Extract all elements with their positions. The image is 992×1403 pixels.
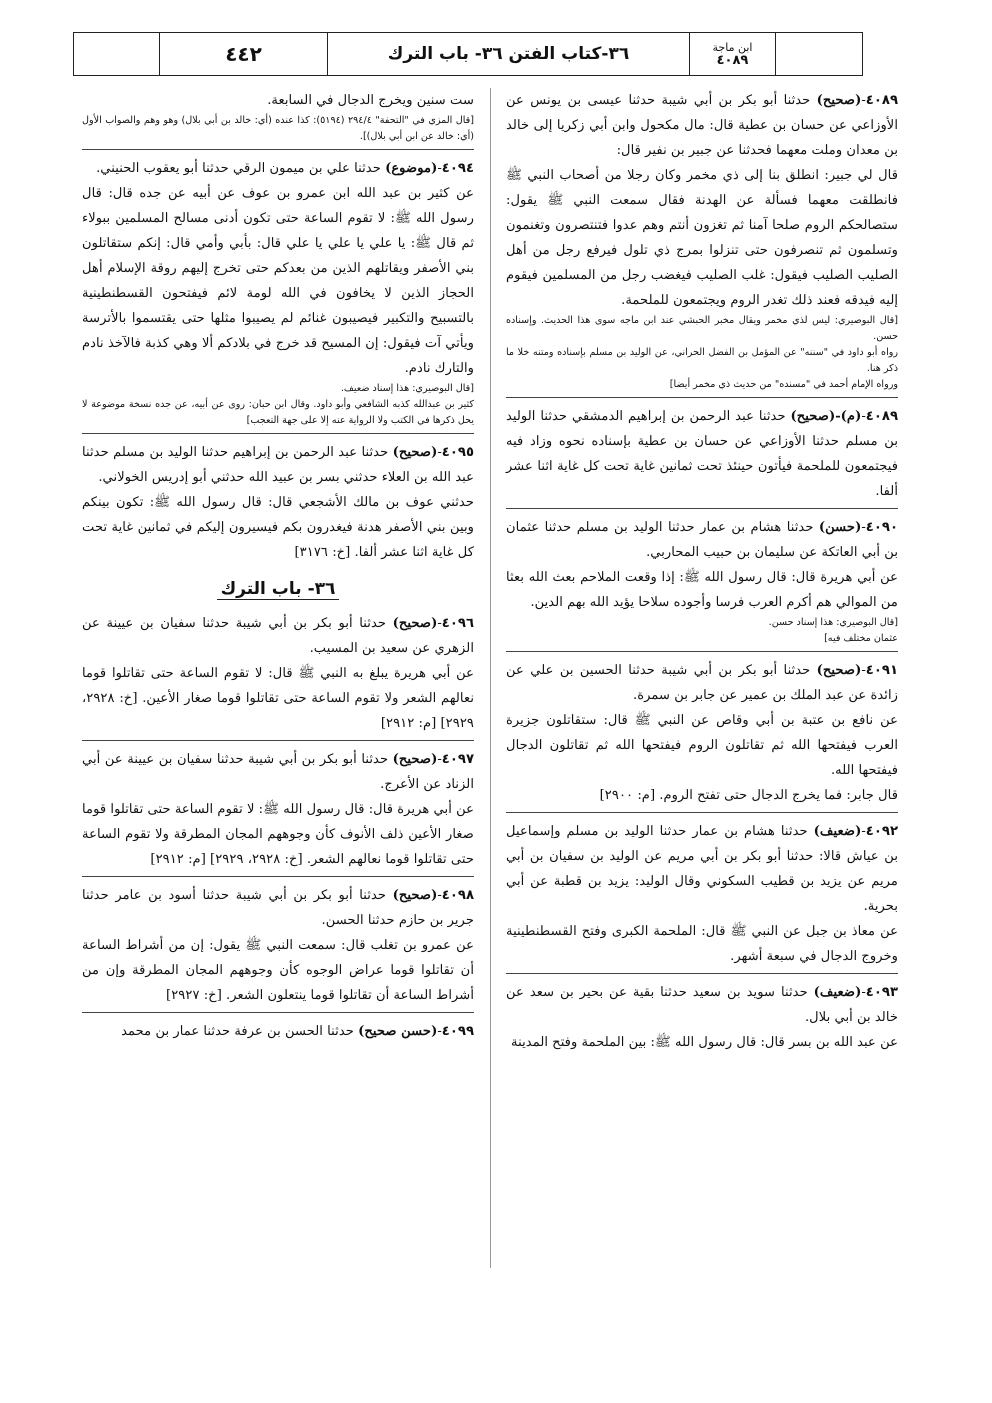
hadith-chain: حدثنا أبو بكر بن أبي شيبة حدثنا سفيان بن عيينة عن الزهري عن سعيد بن المسيب. xyxy=(82,616,474,656)
section-divider xyxy=(82,433,474,434)
footnote: [قال المزي في "التحفة" ٢٩٤/٤ (٥١٩٤): كذا عنده (أي: خالد بن أبي بلال) وهو وهم والصواب الأول (أي: خالد عن ابن أبي بلال)]. xyxy=(82,115,474,142)
hadith-text: حدثني عوف بن مالك الأشجعي قال: قال رسول الله ﷺ: تكون بينكم وبين بني الأصفر هدنة فيغدرون بكم فيسيرون إليكم في ثمانين غاية تحت كل غاية اثنا عشر ألفا. [خ: ٣١٧٦] xyxy=(82,495,474,560)
hadith-number: ٤٠٨٩ xyxy=(865,93,898,108)
hadith-text: عن عبد الله بن بسر قال: قال رسول الله ﷺ: بين الملحمة وفتح المدينة xyxy=(511,1035,898,1050)
right-column xyxy=(506,88,898,1055)
footnote: [قال البوصيري: هذا إسناد حسن. xyxy=(768,617,898,628)
hadith-number: ٤٠٩٩ xyxy=(441,1024,474,1039)
hadith-chain: حدثنا هشام بن عمار حدثنا الوليد بن مسلم حدثنا عثمان بن أبي العاتكة عن سليمان بن حبيب المحاربي. xyxy=(506,520,898,560)
section-divider xyxy=(506,973,898,974)
hadith-entry: ٤٠٩٩-(حسن صحيح) حدثنا الحسن بن عرفة حدثنا عمار بن محمد xyxy=(121,1024,474,1039)
hadith-number: ٤٠٩٧ xyxy=(441,752,474,767)
footnote: كثير بن عبدالله كذبه الشافعي وأبو داود. وقال ابن حبان: روى عن أبيه، عن جده نسخة موضوعة لا يحل ذكرها في الكتب ولا الرواية عنه إلا على جهة التعجب] xyxy=(82,399,474,426)
header-blank-cell xyxy=(74,33,160,75)
hadith-entry: ٤٠٨٩-(صحيح) حدثنا أبو بكر بن أبي شيبة حدثنا عيسى بن يونس عن الأوزاعي عن حسان بن عطية قال: مال مكحول وابن أبي زكريا إلى خالد بن معدان وملت معهما فحدثنا عن جبير بن نفير قال: xyxy=(506,93,898,158)
hadith-grade: (صحيح) xyxy=(392,616,438,631)
hadith-number: ٤٠٩١ xyxy=(865,663,898,678)
header-reference xyxy=(690,33,776,75)
section-divider xyxy=(82,740,474,741)
hadith-number: ٤٠٩٤ xyxy=(441,161,474,176)
page-number: ٤٤٢ xyxy=(160,33,328,75)
hadith-grade: (صحيح) xyxy=(816,93,862,108)
chapter-heading-text: ٣٦- باب الترك xyxy=(217,579,340,600)
footnote: عثمان مختلف فيه] xyxy=(824,633,898,644)
hadith-entry: ٤٠٩١-(صحيح) حدثنا أبو بكر بن أبي شيبة حدثنا الحسين بن علي عن زائدة عن عبد الملك بن عمير عن جابر بن سمرة. xyxy=(506,663,898,703)
hadith-text: قال جابر: فما يخرج الدجال حتى تفتح الروم. [م: ٢٩٠٠] xyxy=(599,788,898,803)
hadith-number: ٤٠٩٦ xyxy=(441,616,474,631)
hadith-chain: حدثنا عبد الرحمن بن إبراهيم الدمشقي حدثنا الوليد بن مسلم حدثنا الأوزاعي عن حسان بن عطية بإسناده نحوه وزاد فيه فيجتمعون للملحمة فيأتون حينئذ تحت ثمانين غاية تحت كل غاية اثنا عشر ألفا. xyxy=(506,409,898,499)
hadith-number: ٤٠٩٠ xyxy=(865,520,898,535)
left-column xyxy=(82,88,474,1044)
hadith-text: عن عمرو بن تغلب قال: سمعت النبي ﷺ يقول: إن من أشراط الساعة أن تقاتلوا قوما عراض الوجوه كأن وجوههم المجان المطرقة وإن من أشراط الساعة أن تقاتلوا قوما ينتعلون الشعر. [خ: ٢٩٢٧] xyxy=(82,938,474,1003)
hadith-chain: حدثنا أبو بكر بن أبي شيبة حدثنا سفيان بن عيينة عن أبي الزناد عن الأعرج. xyxy=(82,752,474,792)
footnote: [قال البوصيري: هذا إسناد ضعيف. xyxy=(340,383,474,394)
hadith-entry: ٤٠٩٨-(صحيح) حدثنا أبو بكر بن أبي شيبة حدثنا أسود بن عامر حدثنا جرير بن حازم حدثنا الحسن. xyxy=(82,888,474,928)
hadith-entry: ٤٠٩٣-(ضعيف) حدثنا سويد بن سعيد حدثنا بقية عن بحير بن سعد عن خالد بن أبي بلال. xyxy=(506,985,898,1025)
hadith-text: قال لي جبير: انطلق بنا إلى ذي مخمر وكان رجلا من أصحاب النبي ﷺ فانطلقت معهما فسألة عن الهدنة فقال سمعت النبي ﷺ يقول: ستصالحكم الروم صلحا آمنا ثم تغزون أنتم وهم عدوا فتنتصرون وتغنمون وتسلمون ثم تنصرفون حتى تنزلوا بمرج ذي تلول فيرفع رجل من أهل الصليب الصليب فيقول: غلب الصليب فيغضب رجل من المسلمين فيقوم إليه فيدقه فعند ذلك تغدر الروم ويجتمعون للملحمة. xyxy=(506,168,898,308)
section-divider xyxy=(82,149,474,150)
hadith-chain: حدثنا أبو بكر بن أبي شيبة حدثنا أسود بن عامر حدثنا جرير بن حازم حدثنا الحسن. xyxy=(82,888,474,928)
hadith-grade: (موضوع) xyxy=(385,161,438,176)
header-blank-cell xyxy=(776,33,862,75)
running-title: ٣٦-كتاب الفتن ٣٦- باب الترك xyxy=(328,33,690,75)
hadith-entry: ٤٠٨٩-(م)-(صحيح) حدثنا عبد الرحمن بن إبراهيم الدمشقي حدثنا الوليد بن مسلم حدثنا الأوزاعي عن حسان بن عطية بإسناده نحوه وزاد فيه فيجتمعون للملحمة فيأتون حينئذ تحت ثمانين غاية تحت كل غاية اثنا عشر ألفا. xyxy=(506,409,898,499)
footnote: [قال البوصيري: ليس لذي مخمر ويقال مخبر الحبشي عند ابن ماجه سوى هذا الحديث. وإسناده حسن. xyxy=(506,315,898,342)
hadith-entry: ٤٠٩٠-(حسن) حدثنا هشام بن عمار حدثنا الوليد بن مسلم حدثنا عثمان بن أبي العاتكة عن سليمان بن حبيب المحاربي. xyxy=(506,520,898,560)
hadith-chain: حدثنا سويد بن سعيد حدثنا بقية عن بحير بن سعد عن خالد بن أبي بلال. xyxy=(506,985,898,1025)
hadith-chain: حدثنا أبو بكر بن أبي شيبة حدثنا الحسين بن علي عن زائدة عن عبد الملك بن عمير عن جابر بن سمرة. xyxy=(506,663,898,703)
hadith-grade: (صحيح) xyxy=(392,752,438,767)
hadith-text: ست سنين ويخرج الدجال في السابعة. xyxy=(267,93,474,108)
hadith-grade: (صحيح) xyxy=(392,445,438,460)
page-header xyxy=(73,32,863,76)
hadith-entry: ٤٠٩٤-(موضوع) حدثنا علي بن ميمون الرقي حدثنا أبو يعقوب الحنيني. xyxy=(96,161,474,176)
hadith-text: عن نافع بن عتبة بن أبي وقاص عن النبي ﷺ قال: ستقاتلون جزيرة العرب فيفتحها الله ثم تقاتلون الروم فيفتحها الله ثم تقاتلون الدجال فيفتحها الله. xyxy=(506,713,898,778)
section-divider xyxy=(506,651,898,652)
section-divider xyxy=(506,508,898,509)
section-divider xyxy=(82,876,474,877)
hadith-grade: (ضعيف) xyxy=(813,824,862,839)
hadith-text: عن معاذ بن جبل عن النبي ﷺ قال: الملحمة الكبرى وفتح القسطنطينية وخروج الدجال في سبعة أشهر. xyxy=(506,924,898,964)
chapter-heading xyxy=(82,575,474,603)
hadith-entry: ٤٠٩٢-(ضعيف) حدثنا هشام بن عمار حدثنا الوليد بن مسلم وإسماعيل بن عياش قالا: حدثنا أبو بكر بن أبي مريم عن الوليد بن سفيان بن أبي مريم عن يزيد بن قطيب السكوني وقال الوليد: يزيد بن قطبة عن أبي بحرية. xyxy=(506,824,898,914)
column-divider xyxy=(490,88,491,1268)
hadith-grade: (م)-(صحيح) xyxy=(790,409,862,424)
footnote: ورواه الإمام أحمد في "مسنده" من حديث ذي مخمر أيضا] xyxy=(669,379,898,390)
section-divider xyxy=(506,397,898,398)
hadith-chain: حدثنا هشام بن عمار حدثنا الوليد بن مسلم وإسماعيل بن عياش قالا: حدثنا أبو بكر بن أبي مريم عن الوليد بن سفيان بن أبي مريم عن يزيد بن قطيب السكوني وقال الوليد: يزيد بن قطبة عن أبي بحرية. xyxy=(506,824,898,914)
hadith-text: عن أبي هريرة قال: قال رسول الله ﷺ: لا تقوم الساعة حتى تقاتلوا قوما صغار الأعين ذلف الأنوف كأن وجوههم المجان المطرقة ولا تقوم الساعة حتى تقاتلوا قوما نعالهم الشعر. [خ: ٢٩٢٨، ٢٩٢٩] [م: ٢٩١٢] xyxy=(82,802,474,867)
hadith-entry: ٤٠٩٦-(صحيح) حدثنا أبو بكر بن أبي شيبة حدثنا سفيان بن عيينة عن الزهري عن سعيد بن المسيب. xyxy=(82,616,474,656)
hadith-chain: حدثنا أبو بكر بن أبي شيبة حدثنا عيسى بن يونس عن الأوزاعي عن حسان بن عطية قال: مال مكحول وابن أبي زكريا إلى خالد بن معدان وملت معهما فحدثنا عن جبير بن نفير قال: xyxy=(506,93,898,158)
footnote: رواه أبو داود في "سننه" عن المؤمل بن الفضل الحراني، عن الوليد بن مسلم بإسناده ومتنه خلا ما ذكر هنا. xyxy=(506,347,898,374)
hadith-number: ٤٠٩٣ xyxy=(865,985,898,1000)
section-divider xyxy=(506,812,898,813)
hadith-number: ٤٠٨٩ xyxy=(865,409,898,424)
hadith-grade: (صحيح) xyxy=(816,663,862,678)
hadith-chain: حدثنا عبد الرحمن بن إبراهيم حدثنا الوليد بن مسلم حدثنا عبد الله بن العلاء حدثني بسر بن عبيد الله حدثني أبو إدريس الخولاني. xyxy=(82,445,474,485)
hadith-chain: حدثنا علي بن ميمون الرقي حدثنا أبو يعقوب الحنيني. xyxy=(96,161,386,176)
reference-number: ٤٠٨٩ xyxy=(716,53,749,68)
hadith-chain: حدثنا الحسن بن عرفة حدثنا عمار بن محمد xyxy=(121,1024,359,1039)
hadith-text: عن أبي هريرة يبلغ به النبي ﷺ قال: لا تقوم الساعة حتى تقاتلوا قوما نعالهم الشعر ولا تقوم الساعة حتى تقاتلوا قوما صغار الأعين. [خ: ٢٩٢٨، ٢٩٢٩] [م: ٢٩١٢] xyxy=(82,666,474,731)
hadith-number: ٤٠٩٢ xyxy=(865,824,898,839)
hadith-number: ٤٠٩٨ xyxy=(441,888,474,903)
hadith-grade: (حسن) xyxy=(818,520,862,535)
hadith-number: ٤٠٩٥ xyxy=(441,445,474,460)
hadith-text: عن كثير بن عبد الله ابن عمرو بن عوف عن أبيه عن جده قال: قال رسول الله ﷺ: لا تقوم الساعة حتى تكون أدنى مسالح المسلمين ببولاء ثم قال ﷺ: يا علي يا علي يا علي قال: بأبي وأمي قال: إنكم ستقاتلون بني الأصفر ويقاتلهم الذين من بعدكم حتى تخرج إليهم روقة الإسلام أهل الحجاز الذين لا يخافون في الله لومة لائم فيفتحون القسطنطينية بالتسبيح والتكبير فيصيبون غنائم لم يصيبوا مثلها حتى يقتسموا بالأترسة ويأتي آت فيقول: إن المسيح قد خرج في بلادكم ألا وهي كذبة فالآخذ نادم والتارك نادم. xyxy=(82,186,474,376)
hadith-entry: ٤٠٩٥-(صحيح) حدثنا عبد الرحمن بن إبراهيم حدثنا الوليد بن مسلم حدثنا عبد الله بن العلاء حدثني بسر بن عبيد الله حدثني أبو إدريس الخولاني. xyxy=(82,445,474,485)
hadith-grade: (صحيح) xyxy=(392,888,438,903)
hadith-entry: ٤٠٩٧-(صحيح) حدثنا أبو بكر بن أبي شيبة حدثنا سفيان بن عيينة عن أبي الزناد عن الأعرج. xyxy=(82,752,474,792)
reference-book: ابن ماجة xyxy=(712,41,753,54)
section-divider xyxy=(82,1012,474,1013)
hadith-text: عن أبي هريرة قال: قال رسول الله ﷺ: إذا وقعت الملاحم بعث الله بعثا من الموالي هم أكرم العرب فرسا وأجوده سلاحا يؤيد الله بهم الدين. xyxy=(506,570,898,610)
hadith-grade: (حسن صحيح) xyxy=(358,1024,438,1039)
hadith-grade: (ضعيف) xyxy=(813,985,862,1000)
